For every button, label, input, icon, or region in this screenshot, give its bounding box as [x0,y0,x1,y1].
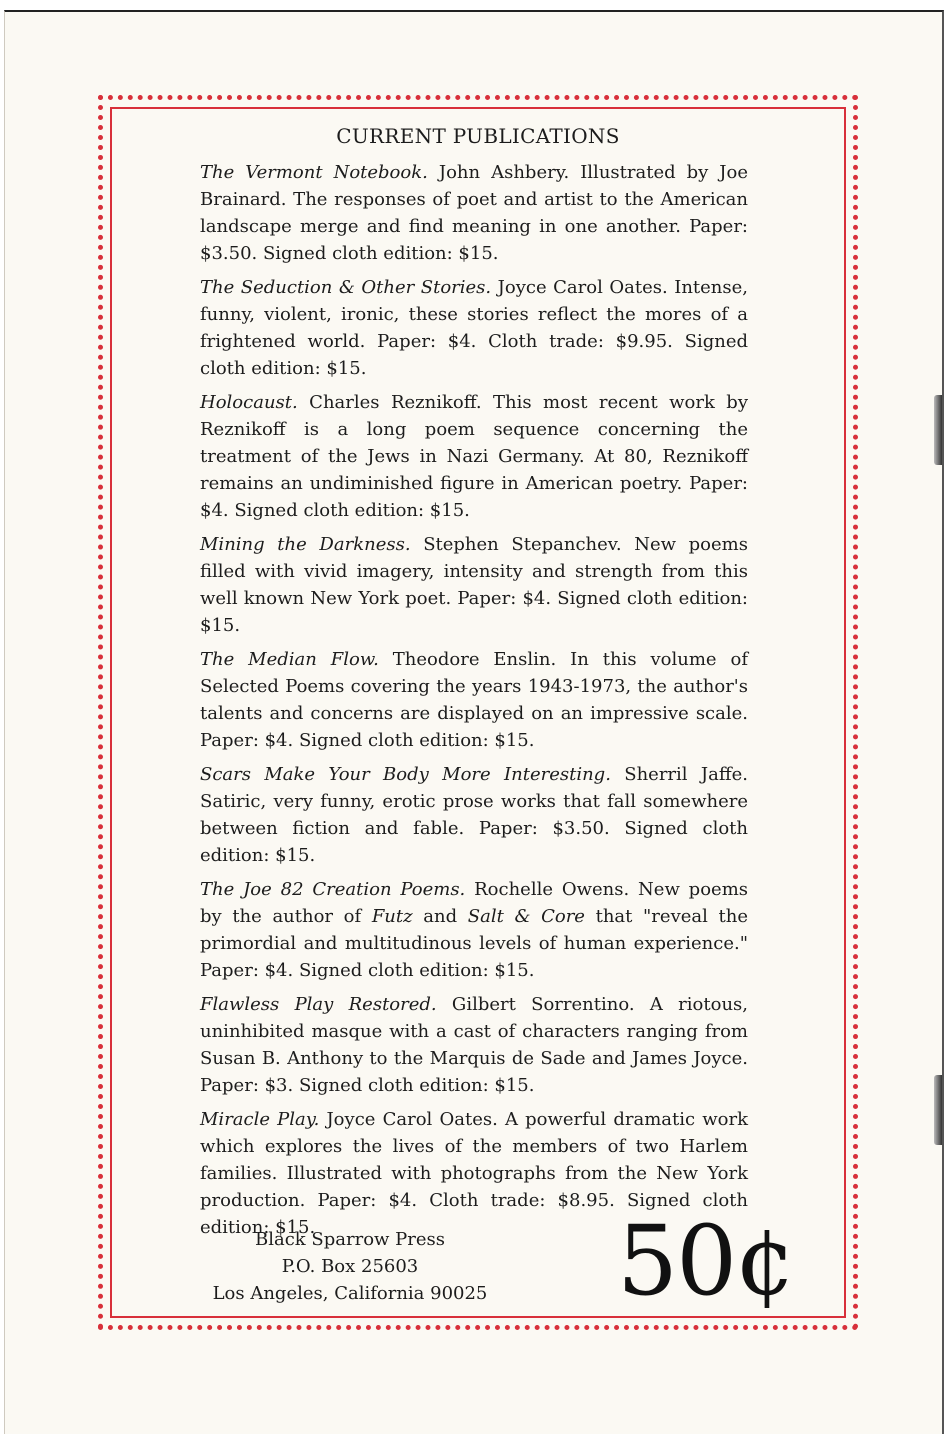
entry-title: The Vermont Notebook. [200,162,428,183]
publisher-name: Black Sparrow Press [254,1229,446,1250]
publication-list [200,159,748,1248]
entry-text: John Ashbery. Illustrated by Joe Brainard. The responses of poet and artist to the American landscape merge and find meaning in one another. Paper: $3.50. Signed cloth edition: $15. [200,162,748,264]
publication-entry [200,876,748,984]
publication-entry [200,531,748,639]
entry-cited-title: Futz [371,906,413,927]
entry-text: Theodore Enslin. In this volume of Selected Poems covering the years 1943-1973, the author's talents and concerns are displayed on an impressive scale. Paper: $4. Signed cloth edition: $15. [200,649,748,751]
entry-text: Rochelle Owens. New poems by the author of [200,879,748,927]
entry-text: Sherril Jaffe. Satiric, very funny, erotic prose works that fall somewhere between fiction and fable. Paper: $3.50. Signed cloth edition: $15. [200,764,748,866]
staple-mark [934,1075,942,1145]
cover-price: 50¢ [617,1205,795,1317]
publication-entry [200,991,748,1099]
publisher-city: Los Angeles, California 90025 [212,1283,488,1304]
publication-entry [200,159,748,267]
entry-title: Scars Make Your Body More Interesting. [200,764,611,785]
entry-cited-title: Salt & Core [467,906,585,927]
entry-text: Gilbert Sorrentino. A riotous, uninhibited masque with a cast of characters ranging from Susan B. Anthony to the Marquis de Sade and James Joyce. Paper: $3. Signed cloth edition: $15. [200,994,748,1096]
entry-title: Flawless Play Restored. [200,994,437,1015]
staple-mark [934,395,942,465]
publisher-po-box: P.O. Box 25603 [281,1256,419,1277]
publication-entry [200,761,748,869]
entry-text: that "reveal the primordial and multitudinous levels of human experience." Paper: $4. Signed cloth edition: $15. [200,906,748,981]
publication-entry [200,646,748,754]
publication-entry [200,274,748,382]
entry-title: The Median Flow. [200,649,379,670]
page-heading: CURRENT PUBLICATIONS [336,124,620,148]
publication-entry [200,389,748,524]
entry-title: Mining the Darkness. [200,534,411,555]
entry-text: Joyce Carol Oates. Intense, funny, violent, ironic, these stories reflect the mores of a frightened world. Paper: $4. Cloth trade: $9.95. Signed cloth edition: $15. [200,277,748,379]
publisher-address [200,1226,500,1307]
entry-title: Holocaust. [200,392,298,413]
entry-title: The Seduction & Other Stories. [200,277,492,298]
entry-text: and [412,906,468,927]
entry-title: Miracle Play. [200,1109,320,1130]
entry-text: Charles Reznikoff. This most recent work by Reznikoff is a long poem sequence concerning the treatment of the Jews in Nazi Germany. At 80, Reznikoff remains an undiminished figure in American poetry. Paper: $4. Signed cloth edition: $15. [200,392,748,521]
entry-text: Joyce Carol Oates. A powerful dramatic work which explores the lives of the members of two Harlem families. Illustrated with photographs from the New York production. Paper: $4. Cloth trade: $8.95. Signed cloth edition: $15. [200,1109,749,1238]
entry-text: Stephen Stepanchev. New poems filled with vivid imagery, intensity and strength from this well known New York poet. Paper: $4. Signed cloth edition: $15. [200,534,748,636]
entry-title: The Joe 82 Creation Poems. [200,879,466,900]
